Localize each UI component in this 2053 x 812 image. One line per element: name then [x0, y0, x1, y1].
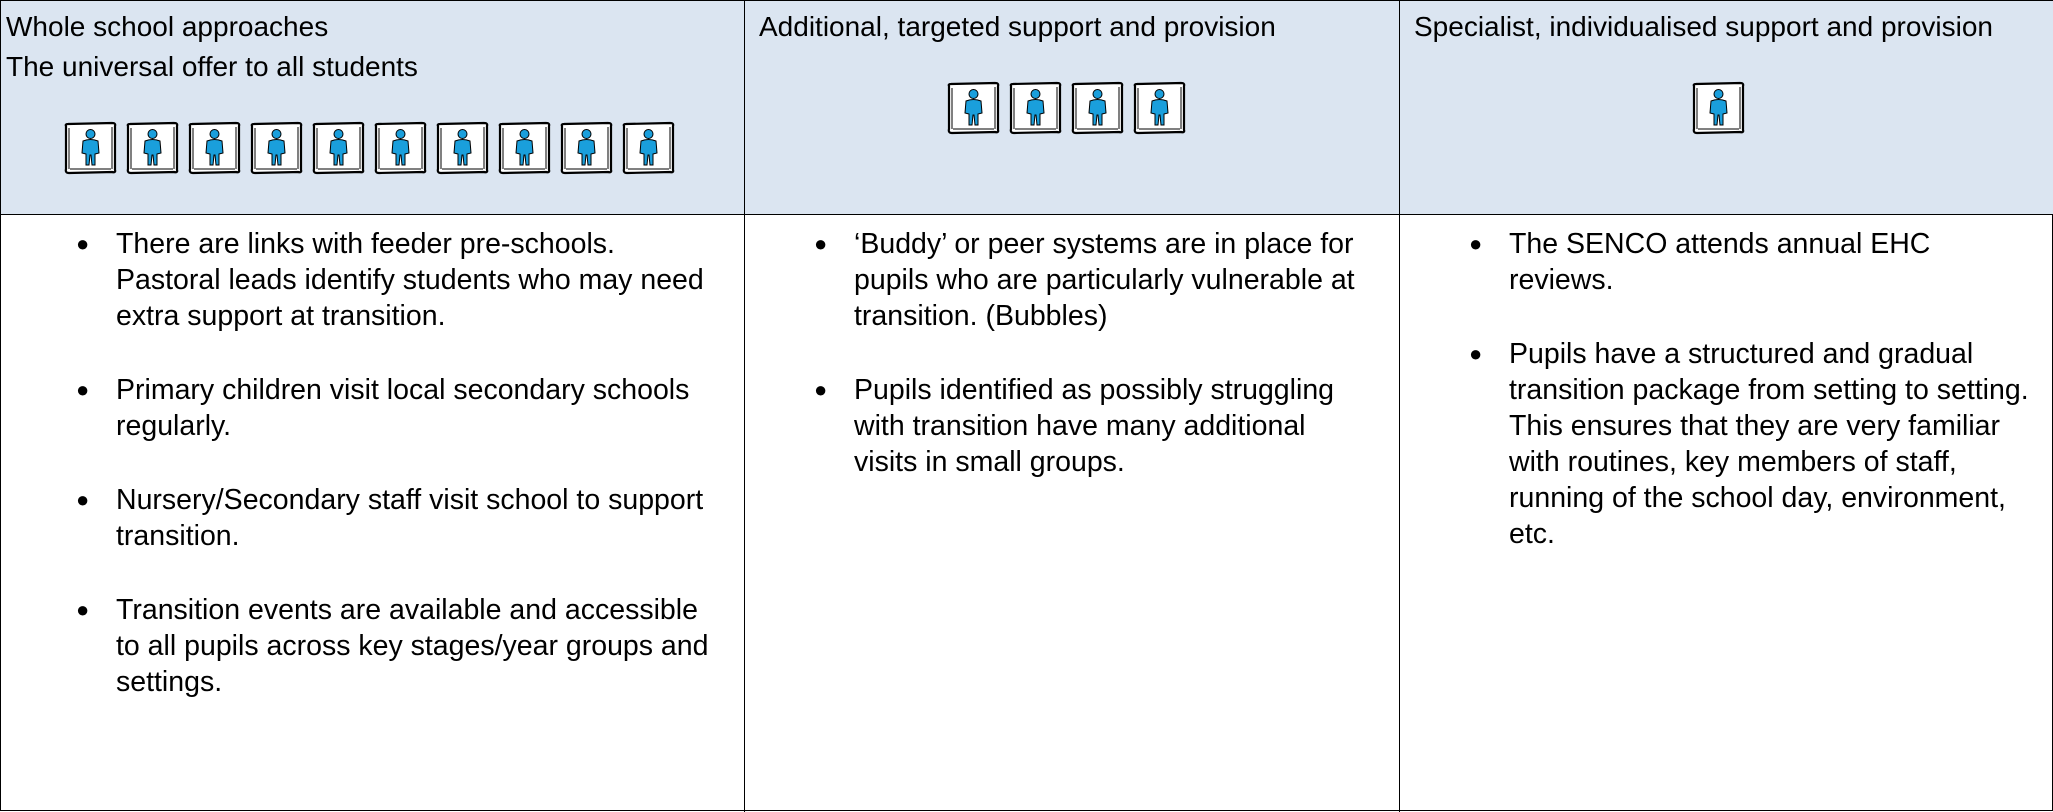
list-item	[1469, 226, 2039, 298]
list-item-text: Nursery/Secondary staff visit school to support transition.	[116, 484, 704, 552]
list-item	[76, 592, 721, 700]
person-icon	[1007, 80, 1064, 135]
list-item	[76, 372, 721, 444]
person-icon	[1131, 80, 1188, 135]
bullet-icon: ●	[814, 231, 828, 256]
provision-list	[1400, 215, 2053, 590]
person-icon	[558, 120, 615, 175]
list-item-text: There are links with feeder pre-schools. Pastoral leads identify students who may need extra support at transition.	[116, 228, 704, 332]
list-item	[1469, 336, 2039, 552]
list-item-text: Pupils have a structured and gradual transition package from setting to setting. This ensures that they are very familiar with routines, key members of staff, running of the school day, environment, etc.	[1509, 338, 2029, 550]
list-item	[76, 226, 721, 334]
column-universal	[1, 1, 744, 812]
list-item	[814, 372, 1369, 480]
column-specialist	[1399, 1, 2053, 812]
person-icon	[496, 120, 553, 175]
list-item	[814, 226, 1369, 334]
person-icon	[945, 80, 1002, 135]
figure-row	[62, 120, 677, 175]
person-icon	[248, 120, 305, 175]
column-header	[1400, 1, 2053, 215]
person-icon	[186, 120, 243, 175]
person-icon	[310, 120, 367, 175]
provision-list	[1, 215, 744, 738]
provision-list	[745, 215, 1399, 518]
column-targeted	[744, 1, 1399, 812]
list-item	[76, 482, 721, 554]
bullet-icon: ●	[76, 597, 90, 622]
bullet-icon: ●	[814, 377, 828, 402]
person-icon	[434, 120, 491, 175]
person-icon	[62, 120, 119, 175]
list-item-text: The SENCO attends annual EHC reviews.	[1509, 228, 1931, 296]
column-header	[1, 1, 744, 215]
bullet-icon: ●	[76, 377, 90, 402]
bullet-icon: ●	[1469, 341, 1483, 366]
bullet-icon: ●	[76, 487, 90, 512]
list-item-text: Primary children visit local secondary schools regularly.	[116, 374, 690, 442]
list-item-text: Pupils identified as possibly struggling with transition have many additional visits in small groups.	[854, 374, 1335, 478]
person-icon	[1069, 80, 1126, 135]
person-icon	[620, 120, 677, 175]
column-header	[745, 1, 1399, 215]
bullet-icon: ●	[1469, 231, 1483, 256]
figure-row	[1690, 80, 1747, 135]
list-item-text: ‘Buddy’ or peer systems are in place for pupils who are particularly vulnerable at transition. (Bubbles)	[854, 228, 1355, 332]
person-icon	[1690, 80, 1747, 135]
bullet-icon: ●	[76, 231, 90, 256]
column-heading: Whole school approaches The universal offer to all students	[6, 11, 418, 82]
column-heading: Additional, targeted support and provision	[759, 11, 1276, 42]
person-icon	[372, 120, 429, 175]
column-heading: Specialist, individualised support and provision	[1414, 11, 1994, 42]
list-item-text: Transition events are available and accessible to all pupils across key stages/year groups and settings.	[116, 594, 709, 698]
figure-row	[945, 80, 1188, 135]
person-icon	[124, 120, 181, 175]
